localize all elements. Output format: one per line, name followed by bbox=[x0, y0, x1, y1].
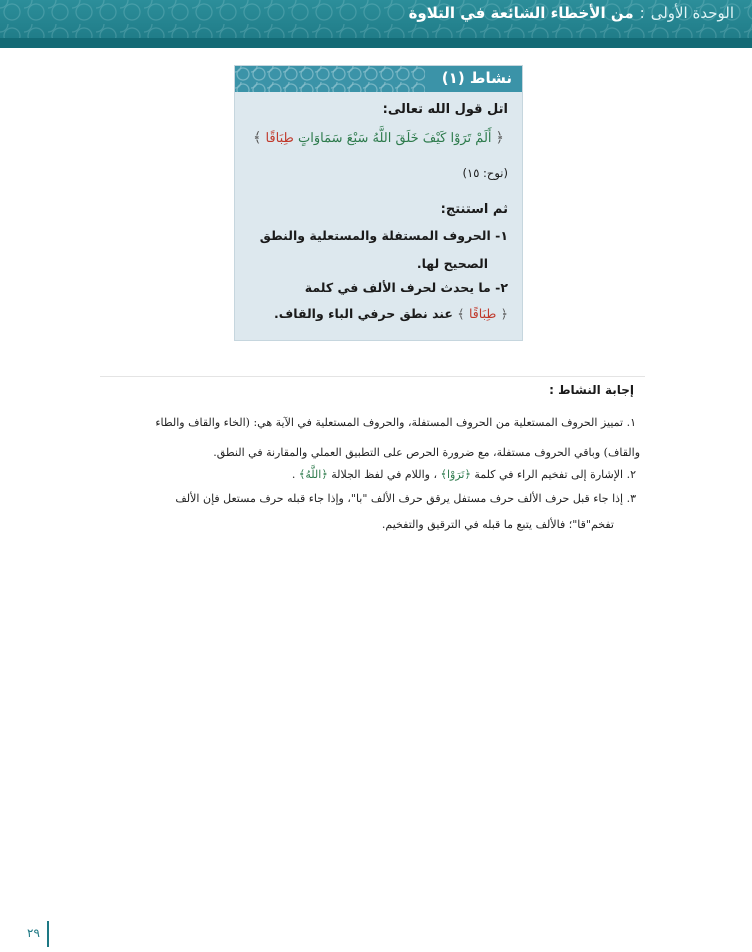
verse-close-bracket: ﴾ bbox=[253, 130, 262, 146]
activity-item-number: ١- bbox=[495, 228, 508, 243]
highlighted-word: طِبَاقًا bbox=[468, 306, 497, 321]
answer-line-2: والقاف) وباقي الحروف مستفلة، مع ضرورة الحرص على التطبيق العملي والمقارنة في النطق. bbox=[213, 446, 640, 459]
activity-item-1 bbox=[260, 228, 508, 243]
activity-item-2-cont bbox=[274, 306, 508, 321]
conclude-heading: ثم استنتج: bbox=[440, 202, 508, 217]
answer-line-3-a: ٢. الإشارة إلى تفخيم الراء في كلمة bbox=[474, 468, 636, 481]
activity-item-2 bbox=[305, 280, 508, 295]
activity-item-text: ما يحدث لحرف الألف في كلمة bbox=[304, 280, 491, 295]
activity-item-text: الصحيح لها. bbox=[416, 256, 488, 271]
answer-line-1: ١. تمييز الحروف المستعلية من الحروف المستفلة، والحروف المستعلية في الآية هي: (الخاء والقاف والطاء bbox=[155, 416, 636, 429]
activity-header bbox=[235, 66, 522, 92]
activity-box bbox=[234, 65, 523, 341]
answer-line-5: تفخم"قا"؛ فالألف يتبع ما قبله في الترقيق والتفخيم. bbox=[381, 518, 614, 531]
answer-line-3-b: ، واللام في لفظ الجلالة bbox=[331, 468, 438, 481]
unit-separator: : bbox=[639, 4, 645, 22]
quran-word-tarawa: ﴿تَرَوْا﴾ bbox=[440, 468, 471, 481]
unit-label: الوحدة الأولى bbox=[650, 4, 734, 22]
quran-verse bbox=[235, 130, 522, 154]
answer-title: إجابة النشاط : bbox=[549, 383, 634, 397]
activity-item-number: ٢- bbox=[495, 280, 508, 295]
verse-open-bracket: ﴿ bbox=[495, 130, 504, 146]
verse-reference: (نوح: ١٥) bbox=[462, 166, 508, 180]
activity-item-text: عند نطق حرفي الباء والقاف. bbox=[274, 306, 453, 321]
answer-line-4: ٣. إذا جاء قبل حرف الألف حرف مستفل يرقق حرف الألف "با"، وإذا جاء قبله حرف مستعل فإن الألف bbox=[175, 492, 636, 505]
activity-header-pattern bbox=[235, 66, 425, 92]
header-band bbox=[0, 0, 752, 48]
verse-highlight-word: طِبَاقًا bbox=[265, 131, 294, 146]
answer-line-3 bbox=[292, 468, 636, 481]
section-divider bbox=[100, 376, 645, 377]
answer-line-3-c: . bbox=[291, 468, 296, 481]
header-title bbox=[409, 0, 734, 26]
activity-title: نشاط (١) bbox=[441, 69, 512, 87]
quran-word-allah: ﴿اللَّهُ﴾ bbox=[298, 468, 328, 481]
unit-topic: من الأخطاء الشائعة في التلاوة bbox=[408, 4, 634, 22]
activity-item-1-cont bbox=[417, 256, 488, 271]
header-strip bbox=[0, 38, 752, 48]
activity-item-text: الحروف المستفلة والمستعلية والنطق bbox=[259, 228, 491, 243]
verse-text: أَلَمْ تَرَوْا كَيْفَ خَلَقَ اللَّهُ سَبْعَ سَمَاوَاتٍ bbox=[298, 131, 492, 146]
word-open-bracket: ﴿ bbox=[500, 306, 508, 321]
page-number: ٢٩ bbox=[27, 926, 40, 940]
activity-instruction: اتل قول الله تعالى: bbox=[382, 102, 508, 117]
word-close-bracket: ﴾ bbox=[457, 306, 465, 321]
page-number-rule bbox=[47, 921, 49, 947]
